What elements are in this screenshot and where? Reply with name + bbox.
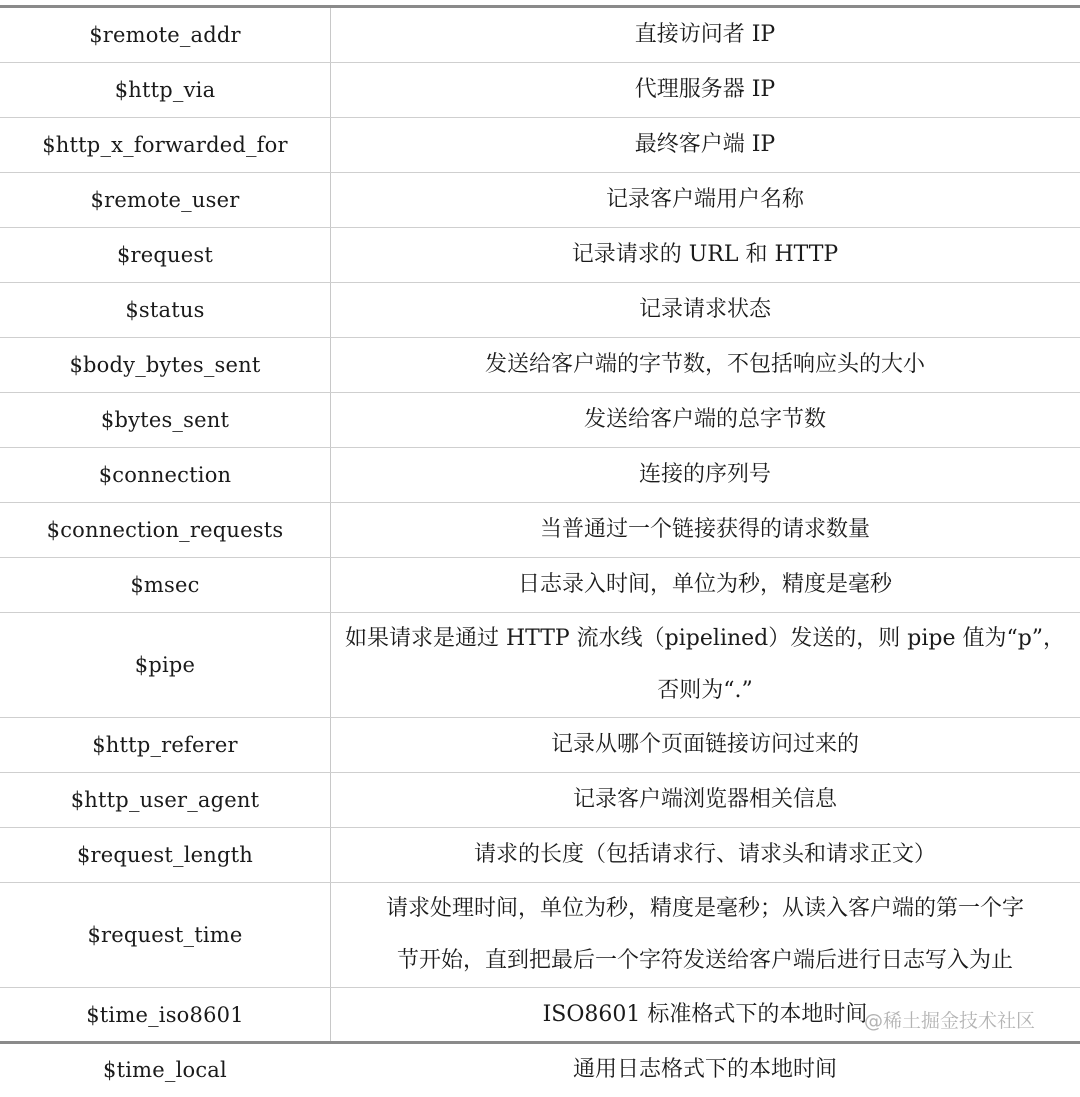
description-cell: 直接访问者 IP bbox=[330, 8, 1080, 63]
table-row bbox=[0, 448, 1080, 503]
variable-cell: $connection bbox=[0, 448, 330, 503]
table-row bbox=[0, 338, 1080, 393]
variable-cell: $request_length bbox=[0, 828, 330, 883]
description-cell: 记录从哪个页面链接访问过来的 bbox=[330, 718, 1080, 773]
description-line: 否则为“.” bbox=[344, 665, 1066, 717]
description-cell bbox=[330, 613, 1080, 718]
description-cell: 记录客户端用户名称 bbox=[330, 173, 1080, 228]
description-cell: 最终客户端 IP bbox=[330, 118, 1080, 173]
variable-cell: $remote_addr bbox=[0, 8, 330, 63]
description-line: 如果请求是通过 HTTP 流水线（pipelined）发送的，则 pipe 值为“p”， bbox=[344, 613, 1066, 665]
description-cell: 记录请求状态 bbox=[330, 283, 1080, 338]
description-cell: 代理服务器 IP bbox=[330, 63, 1080, 118]
variable-cell: $bytes_sent bbox=[0, 393, 330, 448]
variable-cell: $request bbox=[0, 228, 330, 283]
table-row bbox=[0, 393, 1080, 448]
table-row bbox=[0, 558, 1080, 613]
variable-cell: $status bbox=[0, 283, 330, 338]
table-row bbox=[0, 718, 1080, 773]
table-row bbox=[0, 613, 1080, 718]
table-row bbox=[0, 773, 1080, 828]
variable-cell: $http_via bbox=[0, 63, 330, 118]
table-row bbox=[0, 63, 1080, 118]
description-cell: 发送给客户端的总字节数 bbox=[330, 393, 1080, 448]
description-cell bbox=[330, 883, 1080, 988]
table-row bbox=[0, 1043, 1080, 1097]
table-row bbox=[0, 228, 1080, 283]
table-bottom-rule bbox=[0, 1041, 1080, 1044]
description-cell: 日志录入时间，单位为秒，精度是毫秒 bbox=[330, 558, 1080, 613]
variable-cell: $msec bbox=[0, 558, 330, 613]
table-row bbox=[0, 283, 1080, 338]
variable-cell: $http_x_forwarded_for bbox=[0, 118, 330, 173]
watermark: @稀土掘金技术社区 bbox=[864, 1006, 1035, 1033]
variable-cell: $request_time bbox=[0, 883, 330, 988]
description-cell: 当普通过一个链接获得的请求数量 bbox=[330, 503, 1080, 558]
description-cell: ISO8601 标准格式下的本地时间 bbox=[330, 988, 1080, 1043]
variable-cell: $http_referer bbox=[0, 718, 330, 773]
variable-cell: $connection_requests bbox=[0, 503, 330, 558]
description-cell: 通用日志格式下的本地时间 bbox=[330, 1043, 1080, 1097]
table-row bbox=[0, 8, 1080, 63]
description-cell: 记录客户端浏览器相关信息 bbox=[330, 773, 1080, 828]
variable-cell: $body_bytes_sent bbox=[0, 338, 330, 393]
variable-cell: $pipe bbox=[0, 613, 330, 718]
description-cell: 连接的序列号 bbox=[330, 448, 1080, 503]
description-cell: 发送给客户端的字节数，不包括响应头的大小 bbox=[330, 338, 1080, 393]
table-row bbox=[0, 173, 1080, 228]
table-row bbox=[0, 883, 1080, 988]
variable-cell: $remote_user bbox=[0, 173, 330, 228]
description-cell: 记录请求的 URL 和 HTTP bbox=[330, 228, 1080, 283]
table-row bbox=[0, 828, 1080, 883]
description-cell: 请求的长度（包括请求行、请求头和请求正文） bbox=[330, 828, 1080, 883]
description-line: 请求处理时间，单位为秒，精度是毫秒；从读入客户端的第一个字 bbox=[344, 883, 1066, 935]
nginx-log-variables-table bbox=[0, 8, 1080, 1097]
table-row bbox=[0, 503, 1080, 558]
variable-cell: $time_iso8601 bbox=[0, 988, 330, 1043]
variable-cell: $http_user_agent bbox=[0, 773, 330, 828]
table-row bbox=[0, 118, 1080, 173]
variable-cell: $time_local bbox=[0, 1043, 330, 1097]
description-line: 节开始，直到把最后一个字符发送给客户端后进行日志写入为止 bbox=[344, 935, 1066, 987]
